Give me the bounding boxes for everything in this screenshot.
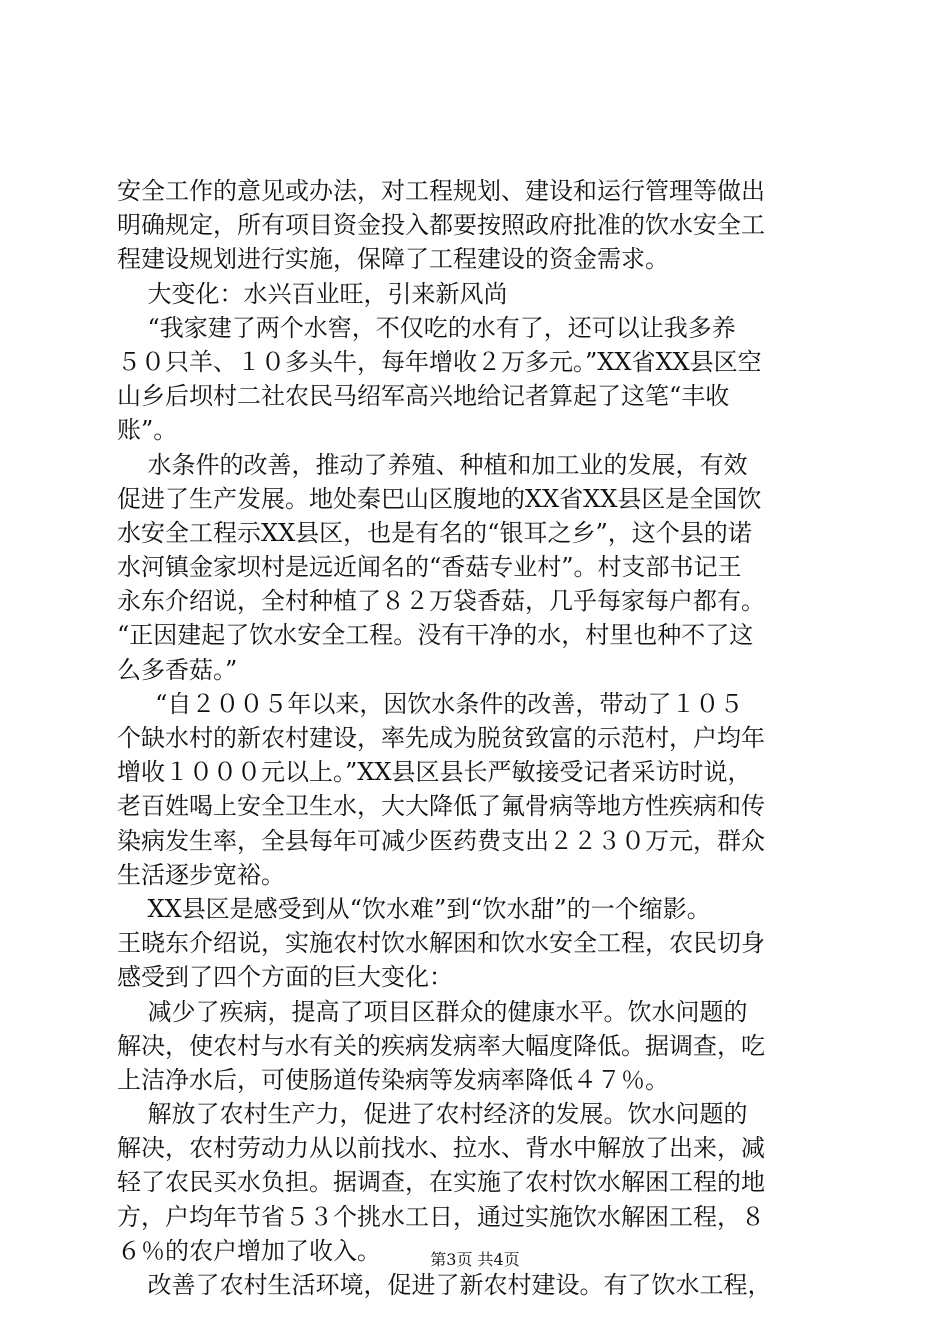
text-line: 解放了农村生产力，促进了农村经济的发展。饮水问题的: [117, 1100, 748, 1129]
text-line: 账”。: [117, 416, 178, 445]
text-line: ６％的农户增加了收入。: [117, 1236, 381, 1265]
text-line: 方，户均年节省５３个挑水工日，通过实施饮水解困工程，８: [117, 1202, 765, 1231]
text-line: 安全工作的意见或办法，对工程规划、建设和运行管理等做出: [117, 177, 765, 205]
text-line: ５０只羊、１０多头牛，每年增收２万多元。”XX省XX县区空: [117, 347, 762, 376]
text-line: 王晓东介绍说，实施农村饮水解困和饮水安全工程，农民切身: [117, 929, 765, 958]
text-line: 山乡后坝村二社农民马绍军高兴地给记者算起了这笔“丰收: [117, 382, 730, 411]
text-line: 水安全工程示XX县区，也是有名的“银耳之乡”，这个县的诺: [117, 518, 752, 547]
text-line: 感受到了四个方面的巨大变化：: [117, 963, 453, 992]
text-line: XX县区是感受到从“饮水难”到“饮水甜”的一个缩影。: [117, 894, 711, 923]
text-line: 改善了农村生活环境，促进了新农村建设。有了饮水工程，: [117, 1271, 772, 1299]
text-line: “我家建了两个水窖，不仅吃的水有了，还可以让我多养: [117, 313, 736, 342]
text-line: 解决，农村劳动力从以前找水、拉水、背水中解放了出来，减: [117, 1134, 765, 1163]
text-line: “自２００５年以来，因饮水条件的改善，带动了１０５: [117, 689, 744, 718]
text-line: 水条件的改善，推动了养殖、种植和加工业的发展，有效: [117, 450, 748, 479]
text-line: “正因建起了饮水安全工程。没有干净的水，村里也种不了这: [117, 621, 754, 650]
text-line: 程建设规划进行实施，保障了工程建设的资金需求。: [117, 245, 669, 274]
text-line: 促进了生产发展。地处秦巴山区腹地的XX省XX县区是全国饮: [117, 484, 762, 513]
text-line: 轻了农民买水负担。据调查，在实施了农村饮水解困工程的地: [117, 1168, 765, 1197]
text-line: 解决，使农村与水有关的疾病发病率大幅度降低。据调查，吃: [117, 1031, 765, 1060]
page-number-label: 第3页 共4页: [430, 1250, 520, 1269]
text-line: 减少了疾病，提高了项目区群众的健康水平。饮水问题的: [117, 997, 748, 1026]
page-footer: [0, 1250, 950, 1270]
text-line: 染病发生率，全县每年可减少医药费支出２２３０万元，群众: [117, 826, 765, 855]
text-line: 永东介绍说，全村种植了８２万袋香菇，几乎每家每户都有。: [117, 587, 765, 616]
text-line: 上洁净水后，可使肠道传染病等发病率降低４７％。: [117, 1065, 669, 1094]
text-line: 水河镇金家坝村是远近闻名的“香菇专业村”。村支部书记王: [117, 553, 742, 582]
text-line: 老百姓喝上安全卫生水，大大降低了氟骨病等地方性疾病和传: [117, 792, 765, 821]
document-body: [117, 174, 837, 1302]
text-line: 个缺水村的新农村建设，率先成为脱贫致富的示范村，户均年: [117, 724, 765, 752]
text-line: 明确规定，所有项目资金投入都要按照政府批准的饮水安全工: [117, 211, 765, 240]
section-heading: 大变化：水兴百业旺，引来新风尚: [117, 279, 508, 308]
text-line: 增收１０００元以上。”XX县区县长严敏接受记者采访时说，: [117, 758, 752, 787]
text-line: 么多香菇。”: [117, 655, 238, 684]
text-line: 生活逐步宽裕。: [117, 860, 285, 889]
